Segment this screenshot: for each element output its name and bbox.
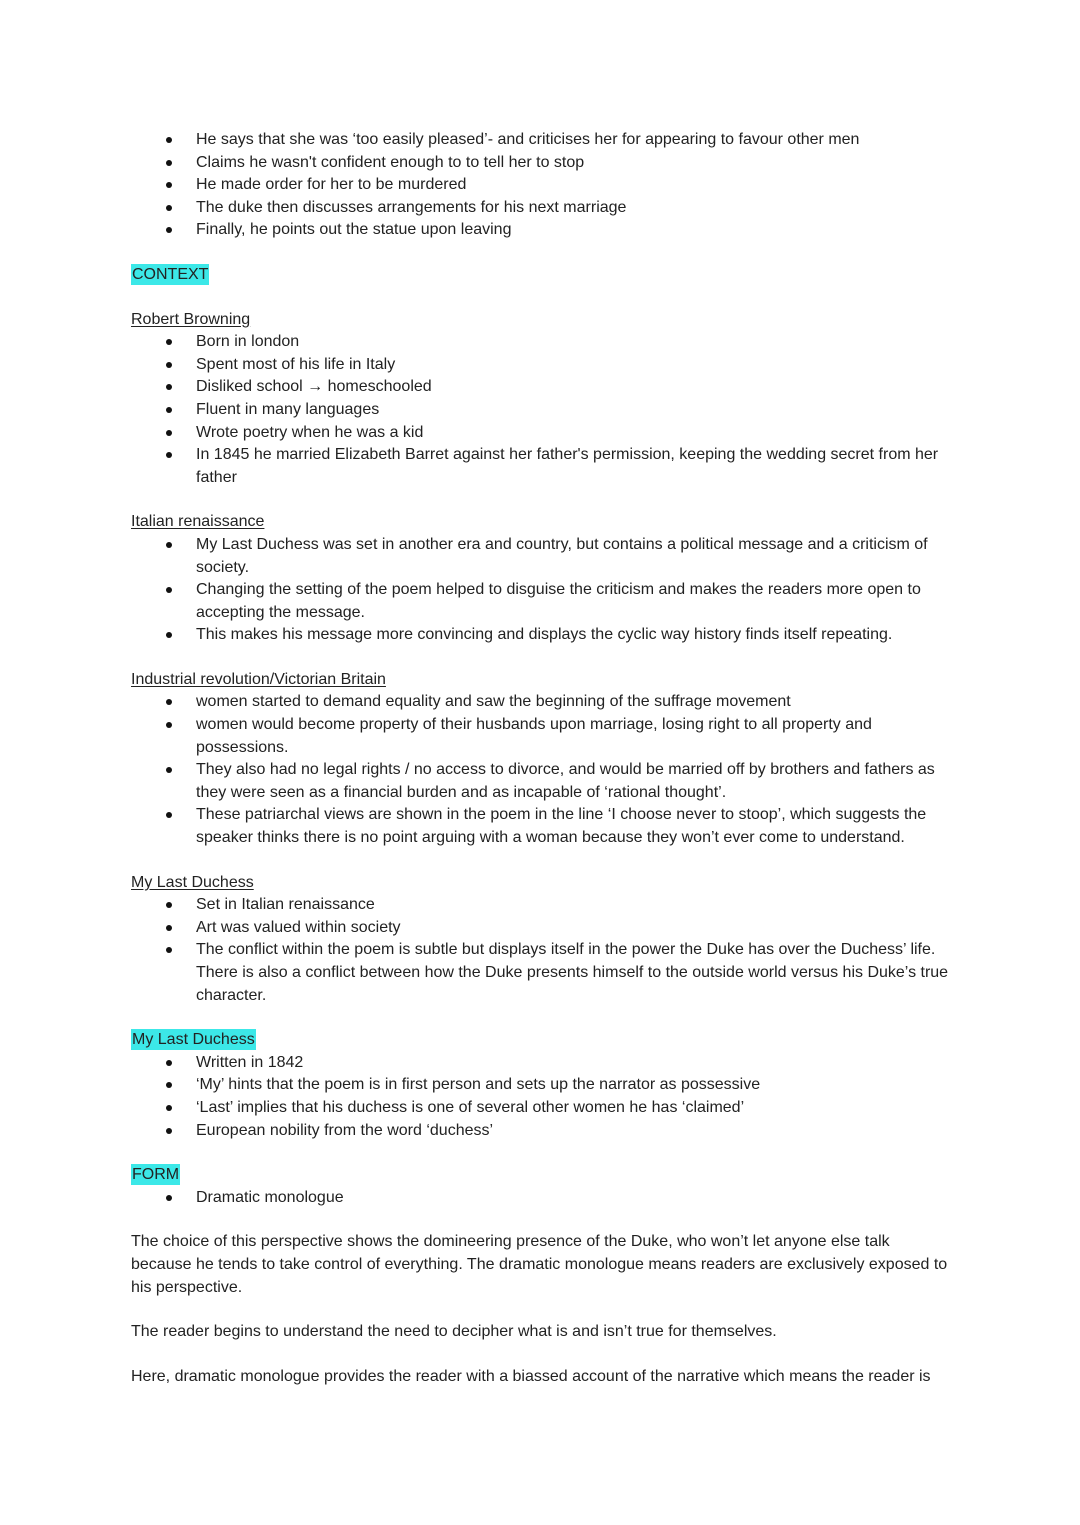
list-item: Wrote poetry when he was a kid <box>131 422 953 445</box>
industrial-section <box>131 669 953 850</box>
form-section <box>131 1164 953 1209</box>
list-item: Fluent in many languages <box>131 399 953 422</box>
list-item: Art was valued within society <box>131 917 953 940</box>
list-item: My Last Duchess was set in another era and country, but contains a political message and a criticism of society. <box>131 534 953 579</box>
list-item: Claims he wasn't confident enough to to tell her to stop <box>131 152 953 175</box>
document-page <box>131 129 953 1388</box>
list-item: Finally, he points out the statue upon leaving <box>131 219 953 242</box>
list-item: Set in Italian renaissance <box>131 894 953 917</box>
renaissance-section <box>131 511 953 647</box>
industrial-title: Industrial revolution/Victorian Britain <box>131 670 386 688</box>
context-heading: CONTEXT <box>132 265 209 283</box>
browning-bullet-list <box>131 331 953 489</box>
body-paragraph: Here, dramatic monologue provides the reader with a biassed account of the narrative which means the reader is <box>131 1367 931 1385</box>
intro-bullet-list <box>131 129 953 242</box>
list-item: In 1845 he married Elizabeth Barret against her father's permission, keeping the wedding secret from her father <box>131 444 953 489</box>
list-item: They also had no legal rights / no access to divorce, and would be married off by brothers and fathers as they were seen as a financial burden and as incapable of ‘rational thought’. <box>131 759 953 804</box>
body-paragraph: The choice of this perspective shows the domineering presence of the Duke, who won’t let anyone else talk because he tends to take control of everything. The dramatic monologue means readers are exclusively exposed to his perspective. <box>131 1233 948 1296</box>
list-item: Dramatic monologue <box>131 1187 953 1210</box>
list-item: The duke then discusses arrangements for his next marriage <box>131 197 953 220</box>
list-item: Spent most of his life in Italy <box>131 354 953 377</box>
form-heading: FORM <box>132 1166 180 1184</box>
list-item: ‘Last’ implies that his duchess is one of several other women he has ‘claimed’ <box>131 1097 953 1120</box>
body-paragraph: The reader begins to understand the need to decipher what is and isn’t true for themselves. <box>131 1323 777 1341</box>
mld-context-title: My Last Duchess <box>131 873 254 891</box>
list-item: European nobility from the word ‘duchess’ <box>131 1120 953 1143</box>
form-bullet-list <box>131 1187 953 1210</box>
list-item: He made order for her to be murdered <box>131 174 953 197</box>
context-heading-row <box>131 264 953 287</box>
list-item: women started to demand equality and saw the beginning of the suffrage movement <box>131 691 953 714</box>
mld-context-bullet-list <box>131 894 953 1007</box>
list-item: ‘My’ hints that the poem is in first person and sets up the narrator as possessive <box>131 1074 953 1097</box>
list-item: He says that she was ‘too easily pleased’- and criticises her for appearing to favour other men <box>131 129 953 152</box>
mld-title-heading: My Last Duchess <box>132 1031 255 1049</box>
browning-title: Robert Browning <box>131 310 251 328</box>
mld-context-section <box>131 872 953 1008</box>
mld-title-bullet-list <box>131 1052 953 1142</box>
list-item: Changing the setting of the poem helped to disguise the criticism and makes the readers more open to accepting the message. <box>131 579 953 624</box>
list-item: Born in london <box>131 331 953 354</box>
renaissance-title: Italian renaissance <box>131 513 265 531</box>
renaissance-bullet-list <box>131 534 953 647</box>
browning-section <box>131 309 953 490</box>
list-item: women would become property of their husbands upon marriage, losing right to all property and possessions. <box>131 714 953 759</box>
list-item: This makes his message more convincing and displays the cyclic way history finds itself repeating. <box>131 624 953 647</box>
mld-title-section <box>131 1029 953 1142</box>
list-item: These patriarchal views are shown in the poem in the line ‘I choose never to stoop’, which suggests the speaker thinks there is no point arguing with a woman because they won’t ever come to understand. <box>131 804 953 849</box>
list-item: Written in 1842 <box>131 1052 953 1075</box>
list-item: The conflict within the poem is subtle but displays itself in the power the Duke has over the Duchess’ life. There is also a conflict between how the Duke presents himself to the outside world versus his Duke’s true character. <box>131 939 953 1007</box>
list-item: Disliked school → homeschooled <box>131 376 953 399</box>
industrial-bullet-list <box>131 691 953 849</box>
